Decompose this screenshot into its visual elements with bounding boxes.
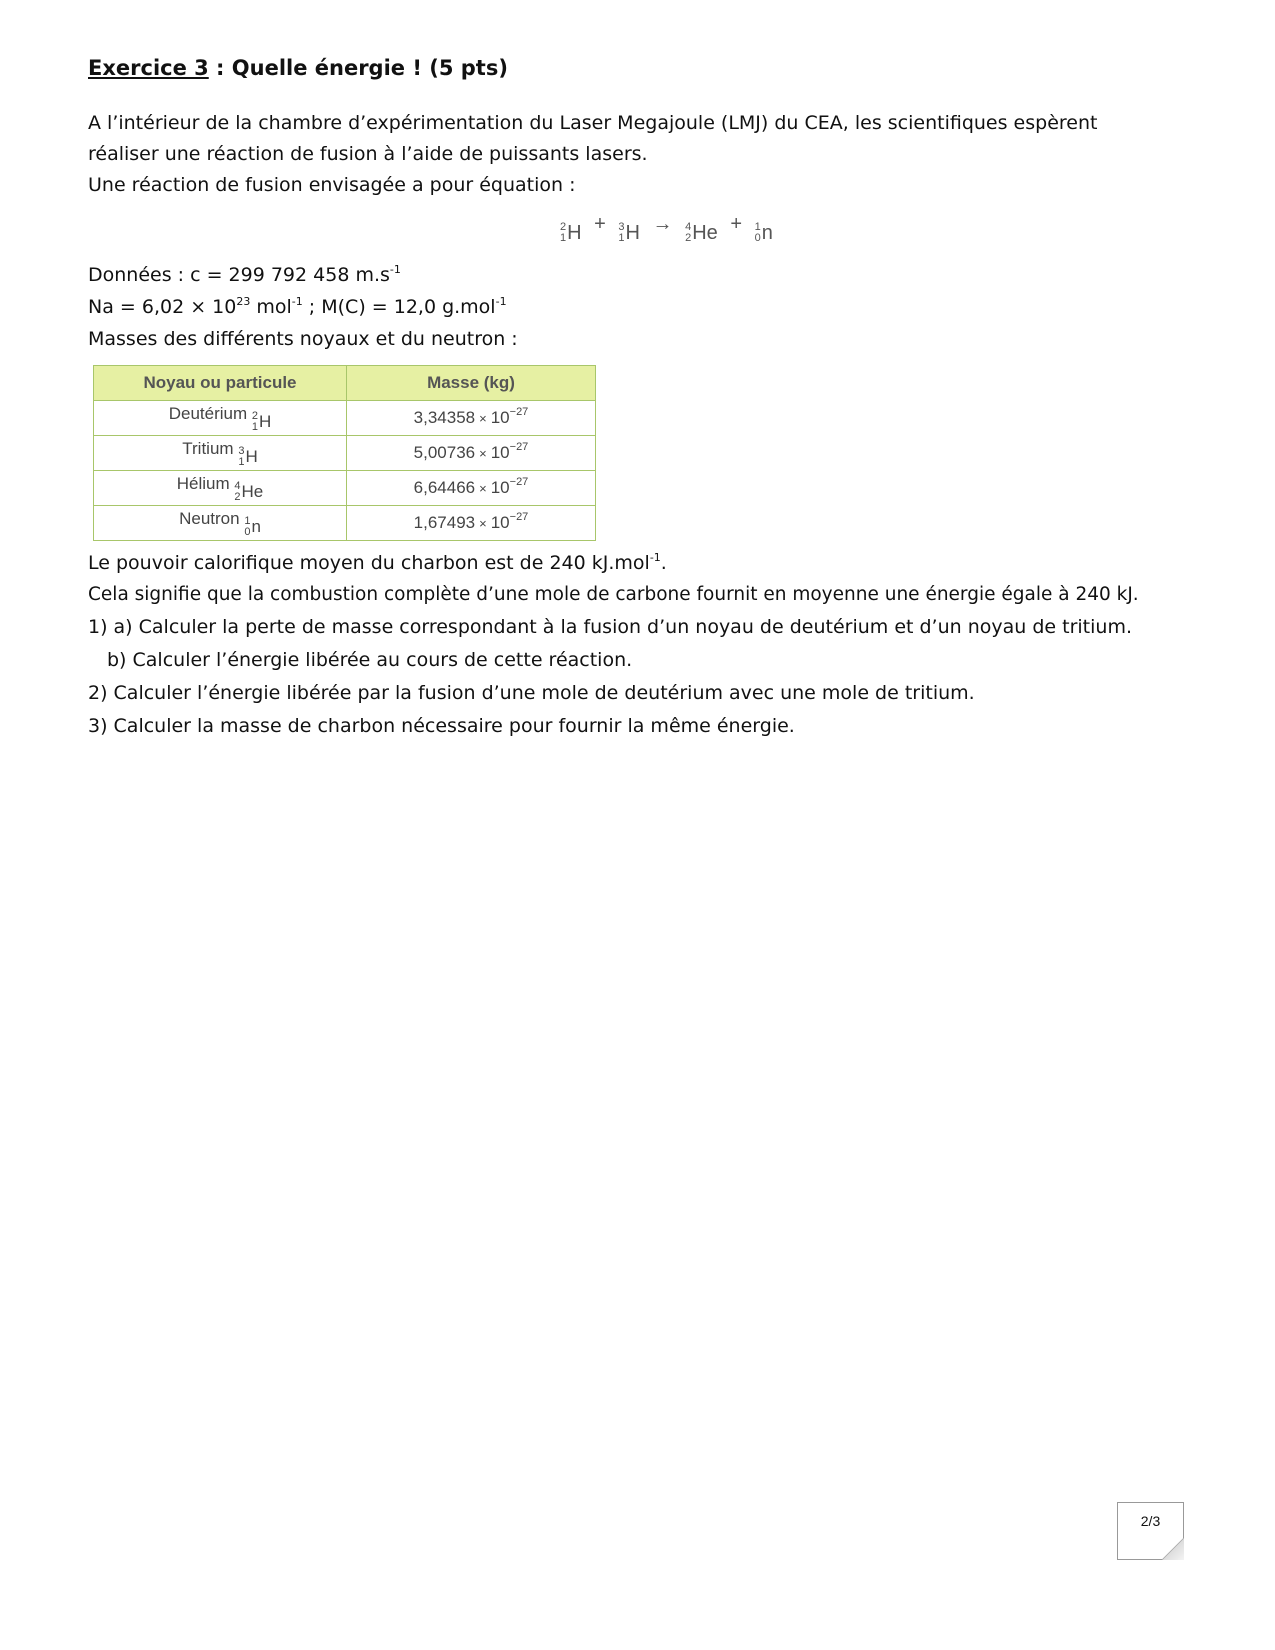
particle-cell: Hélium 4 2 He: [94, 471, 347, 506]
masses-intro: Masses des différents noyaux et du neutron :: [88, 328, 518, 350]
equation-helium: 4 2 He: [685, 221, 718, 244]
calorific-explanation: Cela signifie que la combustion complète d’une mole de carbone fournit en moyenne une énergie égale à 240 kJ.: [88, 584, 1139, 605]
exercise-title: [88, 56, 508, 80]
table-row: [94, 471, 596, 506]
mass-cell: $5,00736 \times 10^{-27}$: [347, 436, 596, 471]
header-particle: Noyau ou particule: [94, 366, 347, 401]
calorific-value: Le pouvoir calorifique moyen du charbon est de 240 kJ.mol$^{-1}$.: [88, 551, 667, 574]
mass-cell: $1,67493 \times 10^{-27}$: [347, 506, 596, 541]
question-2: 2) Calculer l’énergie libérée par la fusion d’une mole de deutérium avec une mole de tritium.: [88, 682, 975, 704]
page-number: 2/3: [1140, 1513, 1161, 1529]
question-1a: 1) a) Calculer la perte de masse correspondant à la fusion d’un noyau de deutérium et d’un noyau de tritium.: [88, 616, 1132, 638]
particle-cell: Tritium 3 1 H: [94, 436, 347, 471]
question-3: 3) Calculer la masse de charbon nécessaire pour fournir la même énergie.: [88, 715, 795, 737]
equation-tritium: 3 1 H: [618, 221, 640, 244]
table-row: [94, 506, 596, 541]
intro-line-2: réaliser une réaction de fusion à l’aide de puissants lasers.: [88, 143, 648, 165]
particle-cell: Neutron 1 0 n: [94, 506, 347, 541]
question-1b: b) Calculer l’énergie libérée au cours de cette réaction.: [107, 649, 633, 671]
exercise-label: Exercice 3: [88, 56, 209, 80]
page-number-box: [1117, 1502, 1184, 1560]
intro-line-3: Une réaction de fusion envisagée a pour équation :: [88, 174, 576, 196]
equation-plus-2: +: [730, 213, 743, 235]
data-avogadro-molar-mass: $Na = 6,02 \times 10^{23}$ mol$^{-1}$ ; M(C) = 12,0 g.mol$^{-1}$: [88, 295, 507, 318]
table-row: [94, 401, 596, 436]
intro-line-1: A l’intérieur de la chambre d’expérimentation du Laser Megajoule (LMJ) du CEA, les scientifiques espèrent: [88, 112, 1098, 134]
data-light-speed: Données : c = 299 792 458 $m.s^{-1}$: [88, 263, 401, 286]
mass-cell: $3,34358 \times 10^{-27}$: [347, 401, 596, 436]
fusion-equation: [560, 213, 773, 245]
header-mass: Masse (kg): [347, 366, 596, 401]
page-curl-icon: [1162, 1538, 1184, 1560]
masses-table: [93, 365, 596, 541]
particle-cell: Deutérium 2 1 H: [94, 401, 347, 436]
equation-deuterium: 2 1 H: [560, 221, 582, 244]
table-header-row: [94, 366, 596, 401]
equation-arrow: →: [652, 213, 673, 235]
equation-neutron: 1 0 n: [754, 221, 773, 244]
exercise-subtitle: : Quelle énergie ! (5 pts): [208, 56, 508, 80]
table-row: [94, 436, 596, 471]
mass-cell: $6,64466 \times 10^{-27}$: [347, 471, 596, 506]
equation-plus: +: [594, 213, 606, 235]
